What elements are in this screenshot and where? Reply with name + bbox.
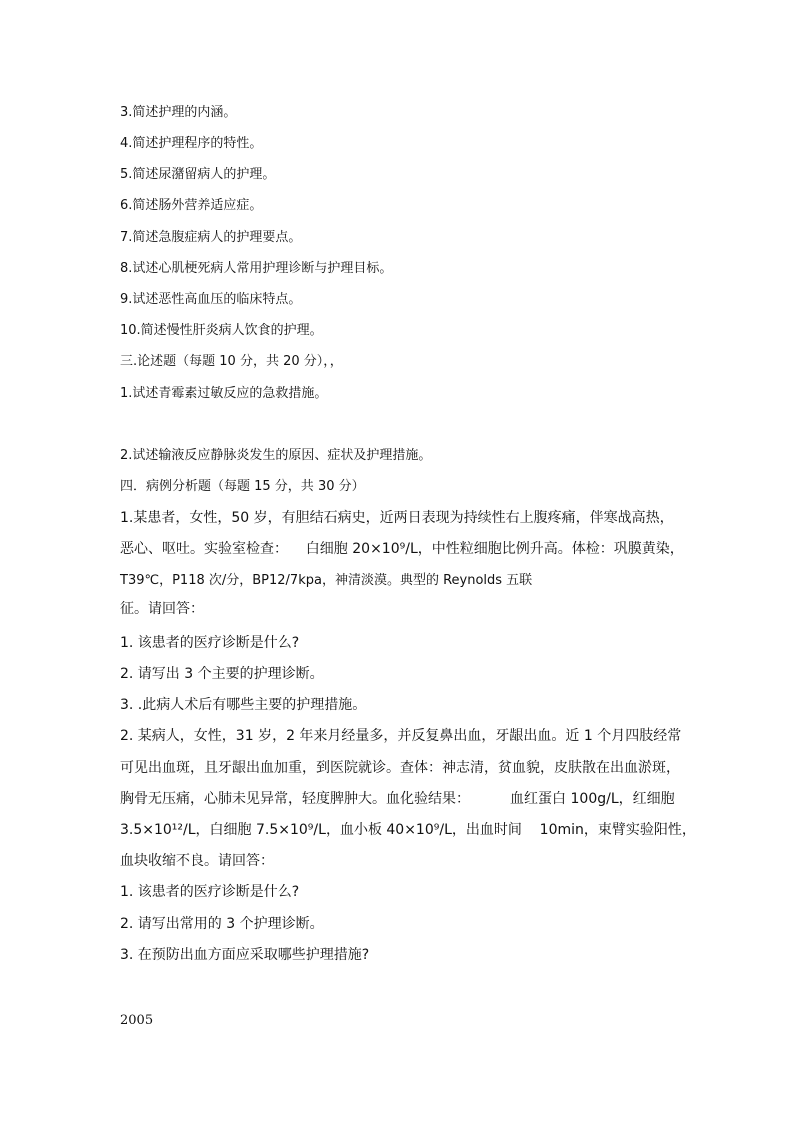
case-2-line-4: 3.5×10¹²/L，白细胞 7.5×10⁹/L，血小板 40×10⁹/L，出血时间 10min，束臂实验阳性， (120, 822, 696, 838)
question-9: 9.试述恶性高血压的临床特点。 (120, 292, 302, 307)
case-1-subquestion-3: 3. .此病人术后有哪些主要的护理措施。 (120, 697, 367, 713)
case-2-line-2: 可见出血斑，且牙龈出血加重，到医院就诊。查体：神志清，贫血貌，皮肤散在出血淤斑， (120, 760, 680, 776)
question-6: 6.简述肠外营养适应症。 (120, 198, 263, 213)
essay-question-2: 2.试述输液反应静脉炎发生的原因、症状及护理措施。 (120, 448, 432, 463)
question-3: 3.简述护理的内涵。 (120, 105, 237, 120)
footer-year: 2005 (120, 1013, 154, 1028)
case-heading: 四．病例分析题（每题 15 分，共 30 分） (120, 479, 365, 494)
question-7: 7.简述急腹症病人的护理要点。 (120, 230, 302, 245)
case-1-line-1: 1.某患者，女性，50 岁，有胆结石病史，近两日表现为持续性右上腹疼痛，伴寒战高热， (120, 510, 674, 526)
question-4: 4.简述护理程序的特性。 (120, 136, 263, 151)
question-10: 10.简述慢性肝炎病人饮食的护理。 (120, 323, 323, 338)
case-2-subquestion-3: 3. 在预防出血方面应采取哪些护理措施? (120, 947, 370, 963)
case-2-line-3: 胸骨无压痛，心肺未见异常，轻度脾肿大。血化验结果： 血红蛋白 100g/L，红细胞 (120, 791, 675, 807)
case-1-line-2: 恶心、呕吐。实验室检查： 白细胞 20×10⁹/L，中性粒细胞比例升高。体检：巩膜黄染， (120, 541, 684, 557)
case-2-subquestion-2: 2. 请写出常用的 3 个护理诊断。 (120, 916, 324, 932)
case-1-subquestion-2: 2. 请写出 3 个主要的护理诊断。 (120, 666, 324, 682)
question-5: 5.简述尿潴留病人的护理。 (120, 167, 276, 182)
case-1-line-3: T39℃，P118 次/分，BP12/7kpa，神清淡漠。典型的 Reynolds 五联 (120, 573, 533, 588)
essay-question-1: 1.试述青霉素过敏反应的急救措施。 (120, 386, 328, 401)
question-8: 8.试述心肌梗死病人常用护理诊断与护理目标。 (120, 261, 393, 276)
case-1-line-4: 征。请回答： (120, 601, 204, 617)
essay-heading: 三.论述题（每题 10 分，共 20 分），， (120, 354, 343, 369)
case-2-line-1: 2. 某病人，女性，31 岁，2 年来月经量多，并反复鼻出血，牙龈出血。近 1 个月四肢经常 (120, 728, 682, 744)
case-1-subquestion-1: 1. 该患者的医疗诊断是什么? (120, 635, 300, 651)
case-2-line-5: 血块收缩不良。请回答： (120, 853, 274, 869)
case-2-subquestion-1: 1. 该患者的医疗诊断是什么? (120, 884, 300, 900)
